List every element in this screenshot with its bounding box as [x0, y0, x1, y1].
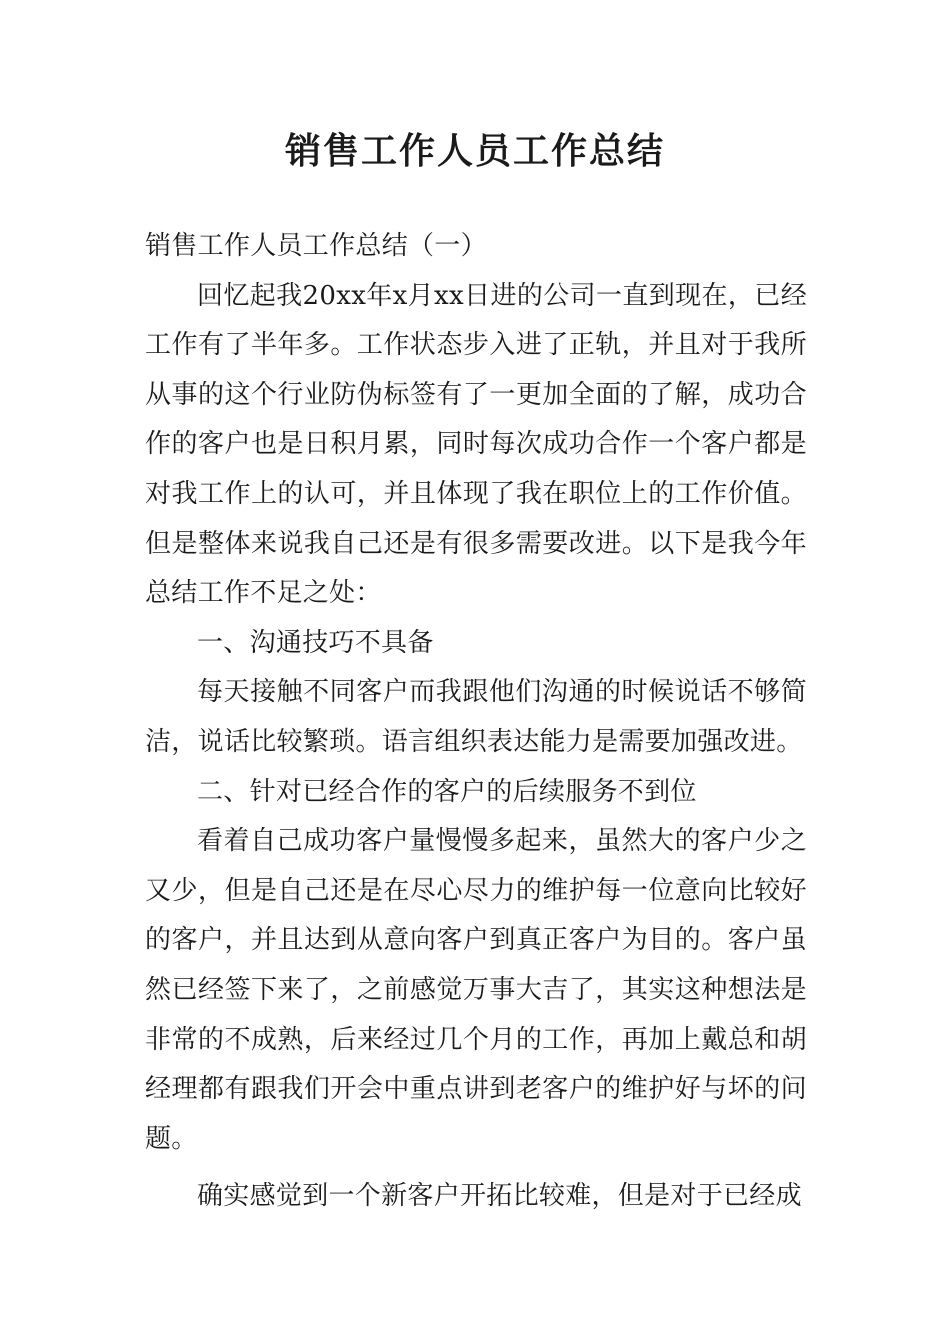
paragraph-intro: 回忆起我20xx年x月xx日进的公司一直到现在，已经工作有了半年多。工作状态步入进了正轨，并且对于我所从事的这个行业防伪标签有了一更加全面的了解，成功合作的客户也是日积月累，同时每次成功合作一个客户都是对我工作上的认可，并且体现了我在职位上的工作价值。但是整体来说我自己还是有很多需要改进。以下是我今年总结工作不足之处：	[145, 280, 807, 609]
heading-communication-skills: 一、沟通技巧不具备	[197, 627, 434, 658]
section-heading: 销售工作人员工作总结（一）	[145, 231, 487, 261]
paragraph-follow-up-service: 看着自己成功客户量慢慢多起来，虽然大的客户少之又少，但是自己还是在尽心尽力的维护每一位意向比较好的客户，并且达到从意向客户到真正客户为目的。客户虽然已经签下来了，之前感觉万事大吉了，其实这种想法是非常的不成熟，后来经过几个月的工作，再加上戴总和胡经理都有跟我们开会中重点讲到老客户的维护好与坏的问题。	[145, 826, 807, 1154]
document-body	[145, 222, 807, 1222]
document-title: 销售工作人员工作总结	[284, 131, 665, 172]
paragraph-communication-skills: 每天接触不同客户而我跟他们沟通的时候说话不够简洁，说话比较繁琐。语言组织表达能力是需要加强改进。	[145, 677, 807, 757]
paragraph-new-clients: 确实感觉到一个新客户开拓比较难，但是对于已经成	[197, 1181, 802, 1212]
heading-follow-up-service: 二、针对已经合作的客户的后续服务不到位	[197, 776, 697, 807]
